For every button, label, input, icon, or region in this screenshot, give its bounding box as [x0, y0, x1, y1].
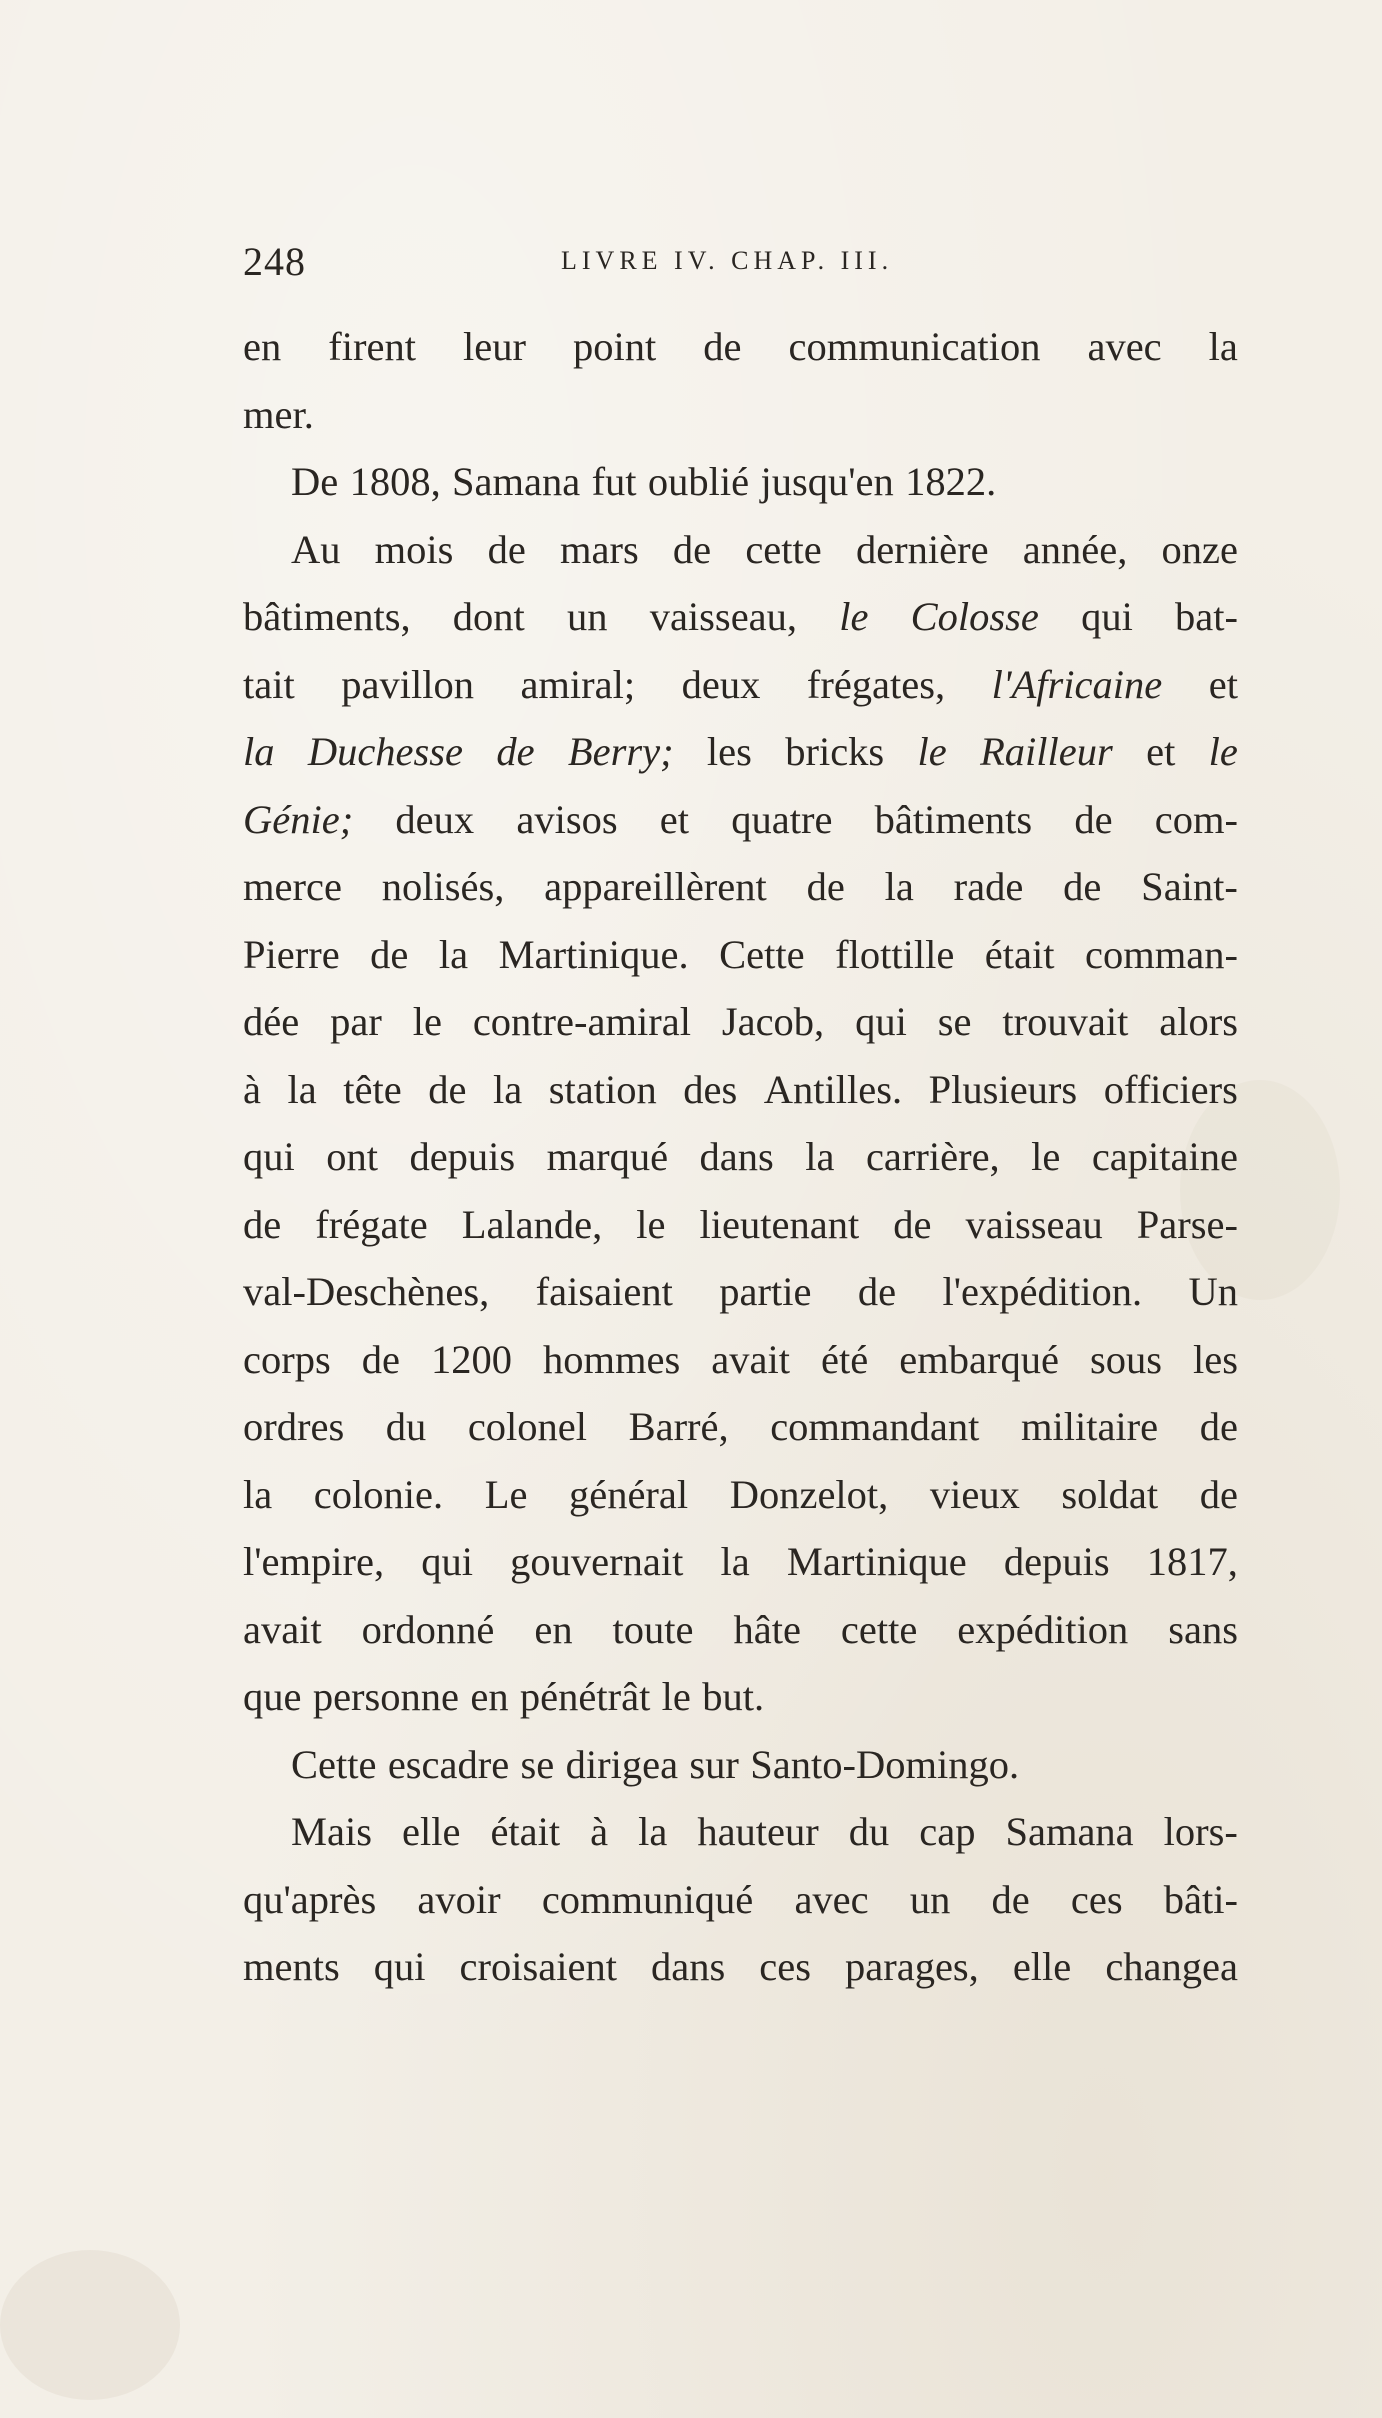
word: lors- — [1163, 1809, 1238, 1854]
word: de — [991, 1876, 1030, 1922]
text-line — [243, 786, 1238, 854]
word: Pierre — [243, 931, 340, 977]
word: soldat — [1061, 1471, 1159, 1517]
word: escadre — [387, 1741, 510, 1787]
word: bâti- — [1163, 1876, 1238, 1922]
word: capitaine — [1091, 1134, 1238, 1179]
word: de — [1199, 1471, 1238, 1517]
word: été — [821, 1336, 869, 1382]
text-line — [243, 448, 1238, 516]
word: par — [330, 999, 382, 1044]
word: amiral; — [520, 661, 636, 707]
word: que — [243, 1674, 302, 1719]
word: en — [534, 1606, 573, 1652]
word: cette — [745, 526, 822, 572]
word: gouvernait — [510, 1539, 684, 1584]
word: la — [805, 1134, 835, 1179]
word: qui — [421, 1539, 474, 1584]
word: militaire — [1020, 1404, 1159, 1449]
word: officiers — [1103, 1066, 1238, 1112]
word: dans — [699, 1134, 774, 1179]
word: la — [884, 864, 914, 909]
word: l'Africaine — [991, 661, 1163, 707]
word: hauteur — [697, 1809, 819, 1854]
text-line — [243, 1056, 1238, 1124]
word: qui — [855, 999, 907, 1044]
word: la — [492, 1066, 523, 1112]
word: mois — [374, 526, 454, 572]
word: Parse- — [1136, 1201, 1238, 1247]
word: trouvait — [1002, 999, 1129, 1044]
word: deux — [681, 661, 761, 707]
word: Cette — [291, 1741, 377, 1787]
word: avait — [243, 1606, 322, 1652]
text-line — [243, 1596, 1238, 1664]
word: le — [917, 729, 947, 774]
word: pénétrât — [519, 1674, 651, 1719]
word: année, — [1022, 526, 1128, 572]
word: en — [243, 324, 282, 369]
text-line — [243, 1731, 1238, 1799]
word: Berry; — [567, 729, 674, 774]
word: Plusieurs — [928, 1066, 1078, 1112]
word: Cette — [719, 931, 805, 977]
text-line — [243, 718, 1238, 786]
word: mars — [560, 526, 639, 572]
word: 1817, — [1146, 1539, 1238, 1584]
word: contre-amiral — [472, 999, 691, 1044]
word: la — [243, 1471, 273, 1517]
word: de — [806, 864, 845, 909]
word: carrière, — [865, 1134, 1000, 1179]
word: tête — [343, 1066, 402, 1112]
word: les — [1192, 1336, 1238, 1382]
word: partie — [719, 1269, 812, 1314]
word: avec — [794, 1876, 869, 1922]
word: bâtiments — [874, 796, 1033, 842]
word: de — [370, 931, 409, 977]
word: dans — [651, 1944, 726, 1989]
word: la — [287, 1066, 317, 1112]
word: 1200 — [431, 1336, 512, 1382]
word: de — [428, 1066, 467, 1112]
word: Santo-Domingo. — [750, 1741, 1020, 1787]
word: bat- — [1175, 594, 1238, 639]
word: le — [412, 999, 442, 1044]
word: Duchesse — [307, 729, 464, 774]
text-line — [243, 853, 1238, 921]
word: général — [568, 1471, 689, 1517]
text-line — [243, 583, 1238, 651]
word: expédition — [957, 1606, 1129, 1652]
word: Saint- — [1141, 864, 1238, 909]
word: depuis — [1003, 1539, 1110, 1584]
word: firent — [328, 324, 416, 369]
word: le — [636, 1201, 666, 1247]
word: comman- — [1084, 931, 1238, 977]
word: vieux — [929, 1471, 1020, 1517]
word: les — [706, 729, 752, 774]
word: et — [659, 796, 690, 842]
word: sans — [1168, 1606, 1238, 1652]
word: hâte — [733, 1606, 801, 1652]
text-line — [243, 651, 1238, 719]
word: la — [243, 729, 275, 774]
word: Génie; — [243, 796, 354, 842]
word: Railleur — [980, 729, 1113, 774]
word: de — [1199, 1404, 1238, 1449]
word: un — [909, 1876, 951, 1922]
word: ont — [326, 1134, 378, 1179]
text-line — [243, 1326, 1238, 1394]
word: l'empire, — [243, 1539, 385, 1584]
word: la — [1208, 324, 1238, 369]
text-line — [243, 1798, 1238, 1866]
word: flottille — [835, 931, 955, 977]
word: qui — [243, 1134, 295, 1179]
word: communication — [788, 324, 1041, 369]
word: colonel — [467, 1404, 588, 1449]
word: un — [567, 594, 608, 639]
word: Martinique — [786, 1539, 967, 1584]
word: embarqué — [899, 1336, 1059, 1382]
word: ordres — [243, 1404, 345, 1449]
word: jusqu'en — [760, 459, 894, 504]
word: dée — [243, 999, 300, 1044]
text-line — [243, 1663, 1238, 1731]
word: avait — [711, 1336, 790, 1382]
word: le — [1208, 729, 1238, 774]
text-line — [243, 313, 1238, 381]
word: elle — [1012, 1944, 1072, 1989]
word: de — [1074, 796, 1113, 842]
text-line — [243, 1191, 1238, 1259]
word: changea — [1105, 1944, 1238, 1989]
word: frégate — [315, 1201, 428, 1247]
word: Mais — [291, 1809, 372, 1854]
word: en — [470, 1674, 509, 1719]
word: station — [548, 1066, 657, 1112]
word: onze — [1161, 526, 1238, 572]
word: oublié — [647, 459, 750, 504]
word: et — [1208, 661, 1238, 707]
word: de — [487, 526, 526, 572]
word: qui — [1081, 594, 1133, 639]
word: à — [243, 1066, 261, 1112]
word: de — [1063, 864, 1102, 909]
word: parages, — [845, 1944, 979, 1989]
word: qu'après — [243, 1876, 377, 1922]
word: bâtiments, — [243, 594, 411, 639]
word: la — [438, 931, 469, 977]
word: qui — [373, 1944, 426, 1989]
word: cap — [919, 1809, 976, 1854]
word: mer. — [243, 391, 314, 437]
word: communiqué — [541, 1876, 754, 1922]
word: le — [1031, 1134, 1061, 1179]
word: but. — [702, 1674, 765, 1719]
word: Barré, — [628, 1404, 729, 1449]
word: ments — [243, 1944, 340, 1989]
paper-stain — [0, 2250, 180, 2400]
word: vaisseau — [965, 1201, 1103, 1247]
word: et — [1146, 729, 1176, 774]
word: Antilles. — [763, 1066, 903, 1112]
word: com- — [1154, 796, 1238, 842]
word: avoir — [417, 1876, 501, 1922]
word: avec — [1087, 324, 1162, 369]
word: des — [683, 1066, 738, 1112]
word: le — [839, 594, 869, 639]
word: ces — [759, 1944, 811, 1989]
text-line — [243, 516, 1238, 584]
body-text — [243, 313, 1238, 2001]
word: bricks — [785, 729, 885, 774]
word: ces — [1070, 1876, 1123, 1922]
word: du — [848, 1809, 890, 1854]
word: de — [672, 526, 712, 572]
text-line — [243, 381, 1238, 449]
word: la — [720, 1539, 750, 1584]
word: Le — [484, 1471, 528, 1517]
word: Au — [291, 526, 341, 572]
word: Jacob, — [721, 999, 825, 1044]
word: la — [638, 1809, 668, 1854]
word: pavillon — [341, 661, 474, 707]
text-line — [243, 1258, 1238, 1326]
word: tait — [243, 661, 295, 707]
text-line — [243, 1933, 1238, 2001]
word: deux — [395, 796, 475, 842]
word: toute — [612, 1606, 694, 1652]
word: du — [385, 1404, 427, 1449]
word: personne — [312, 1674, 460, 1719]
word: faisaient — [535, 1269, 673, 1314]
word: se — [937, 999, 972, 1044]
running-head: LIVRE IV. CHAP. III. — [561, 246, 894, 275]
word: nolisés, — [381, 864, 505, 909]
word: de — [361, 1336, 400, 1382]
word: 1808, — [349, 459, 441, 504]
word: sur — [689, 1741, 739, 1787]
word: Samana — [452, 459, 581, 504]
word: Martinique. — [498, 931, 689, 977]
page-header — [243, 238, 1243, 298]
text-line — [243, 921, 1238, 989]
word: de — [243, 1201, 282, 1247]
text-line — [243, 988, 1238, 1056]
word: colonie. — [313, 1471, 444, 1517]
word: merce — [243, 864, 342, 909]
word: avisos — [516, 796, 618, 842]
word: le — [661, 1674, 691, 1719]
word: dont — [452, 594, 525, 639]
word: depuis — [409, 1134, 516, 1179]
word: hommes — [543, 1336, 681, 1382]
word: Donzelot, — [729, 1471, 889, 1517]
word: leur — [462, 324, 526, 369]
word: lieutenant — [699, 1201, 860, 1247]
word: frégates, — [806, 661, 946, 707]
word: ordonné — [361, 1606, 495, 1652]
word: appareillèrent — [544, 864, 767, 909]
word: Samana — [1005, 1809, 1134, 1854]
word: de — [496, 729, 535, 774]
word: fut — [591, 459, 637, 504]
word: 1822. — [905, 459, 997, 504]
word: Lalande, — [461, 1201, 603, 1247]
word: Colosse — [910, 594, 1039, 639]
word: alors — [1159, 999, 1238, 1044]
word: elle — [401, 1809, 461, 1854]
word: point — [572, 324, 657, 369]
word: de — [703, 324, 742, 369]
word: De — [291, 459, 339, 504]
text-line — [243, 1528, 1238, 1596]
word: corps — [243, 1336, 331, 1382]
text-line — [243, 1393, 1238, 1461]
word: marqué — [546, 1134, 669, 1179]
text-line — [243, 1123, 1238, 1191]
word: dernière — [855, 526, 989, 572]
word: rade — [953, 864, 1024, 909]
word: dirigea — [565, 1741, 679, 1787]
word: sous — [1089, 1336, 1162, 1382]
word: à — [590, 1809, 609, 1854]
word: se — [520, 1741, 555, 1787]
text-line — [243, 1461, 1238, 1529]
word: était — [984, 931, 1055, 977]
word: l'expédition. — [942, 1269, 1143, 1314]
word: vaisseau, — [649, 594, 798, 639]
word: était — [490, 1809, 561, 1854]
text-line — [243, 1866, 1238, 1934]
word: cette — [840, 1606, 918, 1652]
word: croisaient — [459, 1944, 617, 1989]
word: de — [857, 1269, 897, 1314]
word: val-Deschènes, — [243, 1269, 490, 1314]
word: commandant — [770, 1404, 980, 1449]
word: de — [893, 1201, 932, 1247]
word: quatre — [731, 796, 833, 842]
word: Un — [1188, 1269, 1238, 1314]
page-number: 248 — [243, 239, 306, 284]
